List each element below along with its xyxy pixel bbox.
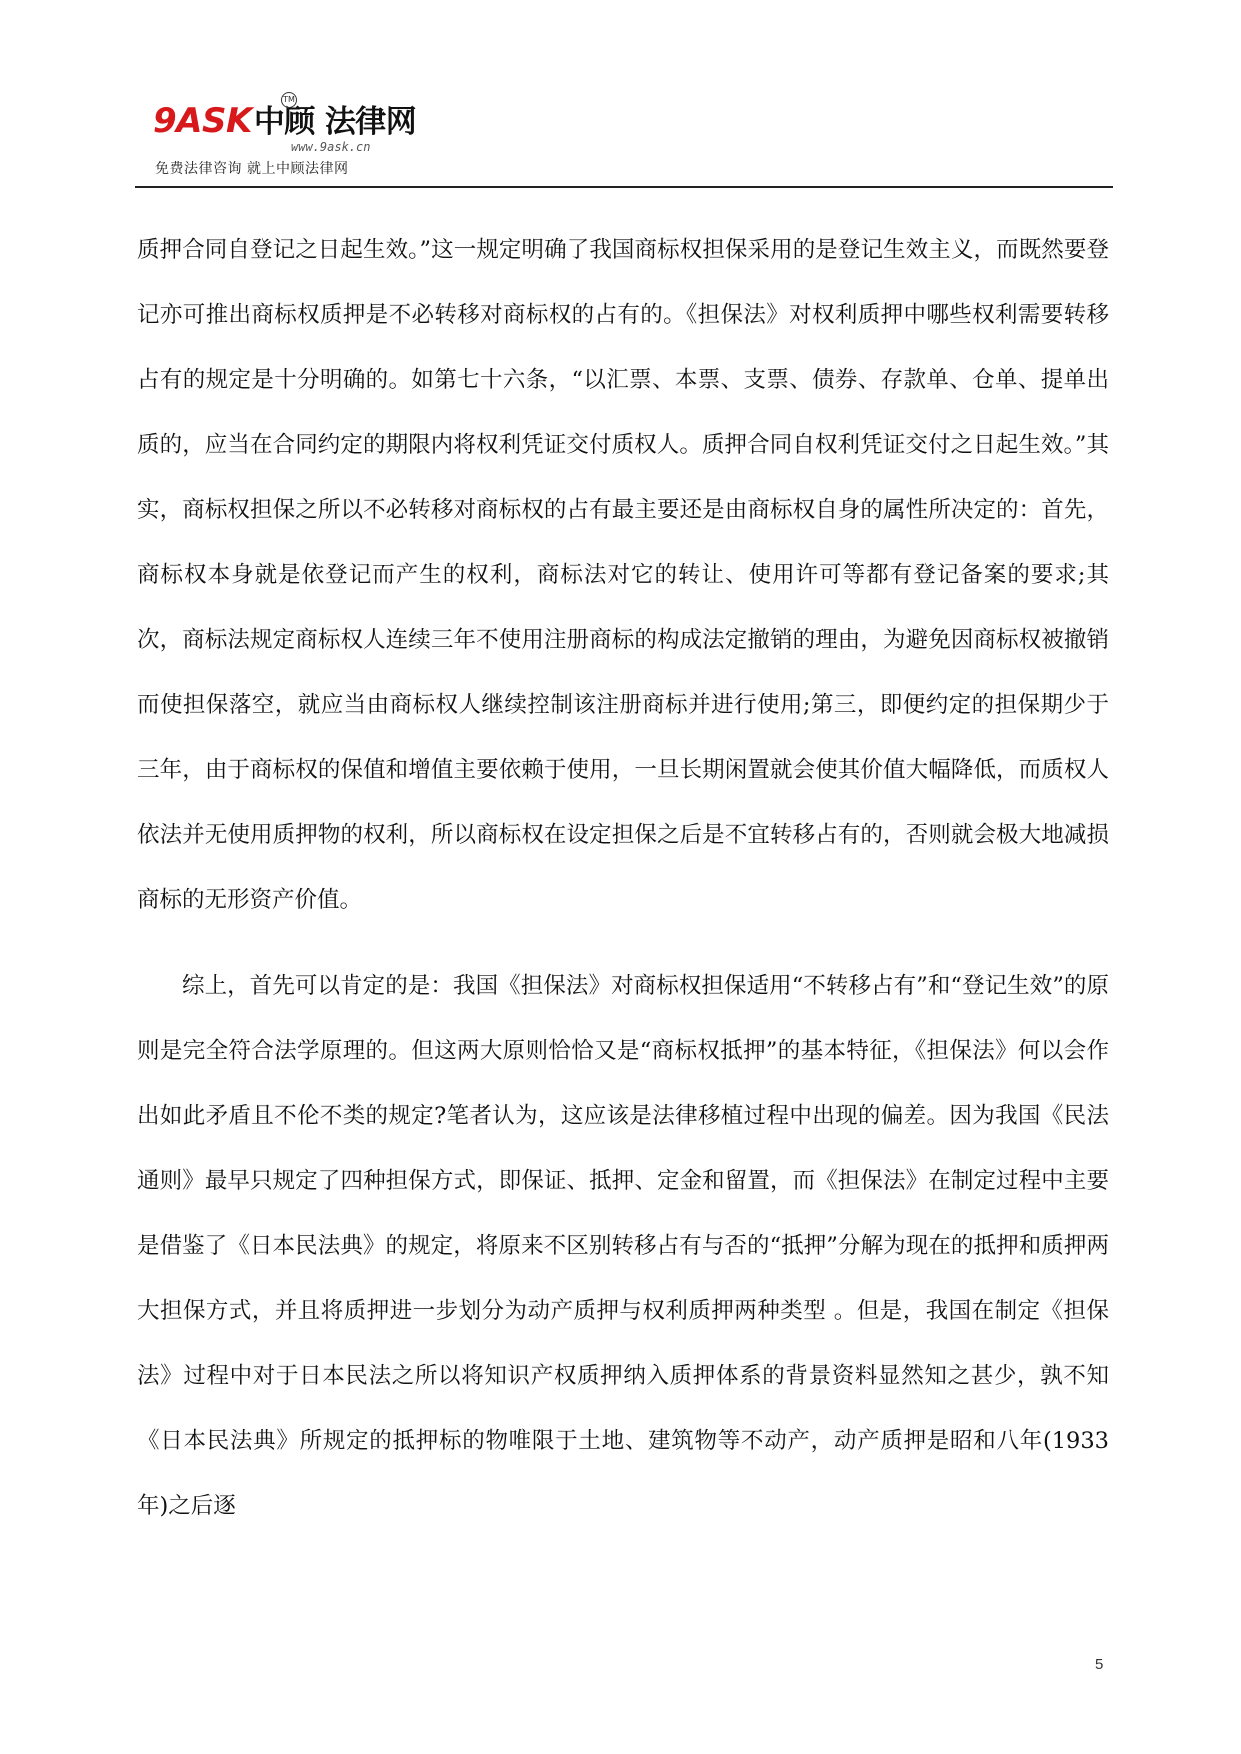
- logo-cn-name: 中顾: [253, 104, 315, 140]
- trademark-icon: TM: [281, 92, 297, 108]
- paragraph-1: 质押合同自登记之日起生效。”这一规定明确了我国商标权担保采用的是登记生效主义，而既然要登记亦可推出商标权质押是不必转移对商标权的占有的。《担保法》对权利质押中哪些权利需要转移占有的规定是十分明确的。如第七十六条，“以汇票、本票、支票、债券、存款单、仓单、提单出质的，应当在合同约定的期限内将权利凭证交付质权人。质押合同自权利凭证交付之日起生效。”其实，商标权担保之所以不必转移对商标权的占有最主要还是由商标权自身的属性所决定的：首先，商标权本身就是依登记而产生的权利，商标法对它的转让、使用许可等都有登记备案的要求;其次，商标法规定商标权人连续三年不使用注册商标的构成法定撤销的理由，为避免因商标权被撤销而使担保落空，就应当由商标权人继续控制该注册商标并进行使用;第三，即便约定的担保期少于三年，由于商标权的保值和增值主要依赖于使用，一旦长期闲置就会使其价值大幅降低，而质权人依法并无使用质押物的权利，所以商标权在设定担保之后是不宜转移占有的，否则就会极大地减损商标的无形资产价值。: [137, 237, 1109, 913]
- logo-brand: 9ASK: [153, 101, 252, 141]
- page-header: [135, 86, 1115, 186]
- paragraph-2: 综上，首先可以肯定的是：我国《担保法》对商标权担保适用“不转移占有”和“登记生效”的原则是完全符合法学原理的。但这两大原则恰恰又是“商标权抵押”的基本特征，《担保法》何以会作出如此矛盾且不伦不类的规定?笔者认为，这应该是法律移植过程中出现的偏差。因为我国《民法通则》最早只规定了四种担保方式，即保证、抵押、定金和留置，而《担保法》在制定过程中主要是借鉴了《日本民法典》的规定，将原来不区别转移占有与否的“抵押”分解为现在的抵押和质押两大担保方式，并且将质押进一步划分为动产质押与权利质押两种类型 。但是，我国在制定《担保法》过程中对于日本民法之所以将知识产权质押纳入质押体系的背景资料显然知之甚少，孰不知《日本民法典》所规定的抵押标的物唯限于土地、建筑物等不动产，动产质押是昭和八年(1933 年)之后逐: [137, 973, 1109, 1519]
- logo-law-net: 法律网: [324, 104, 417, 140]
- logo-slogan: 免费法律咨询 就上中顾法律网: [155, 161, 349, 177]
- site-logo: [153, 95, 417, 177]
- header-divider: [135, 186, 1113, 188]
- logo-url: www.9ask.cn: [291, 140, 371, 154]
- logo-wordmark: [153, 101, 417, 141]
- page-number: 5: [1095, 1656, 1104, 1673]
- document-body: [137, 218, 1109, 1539]
